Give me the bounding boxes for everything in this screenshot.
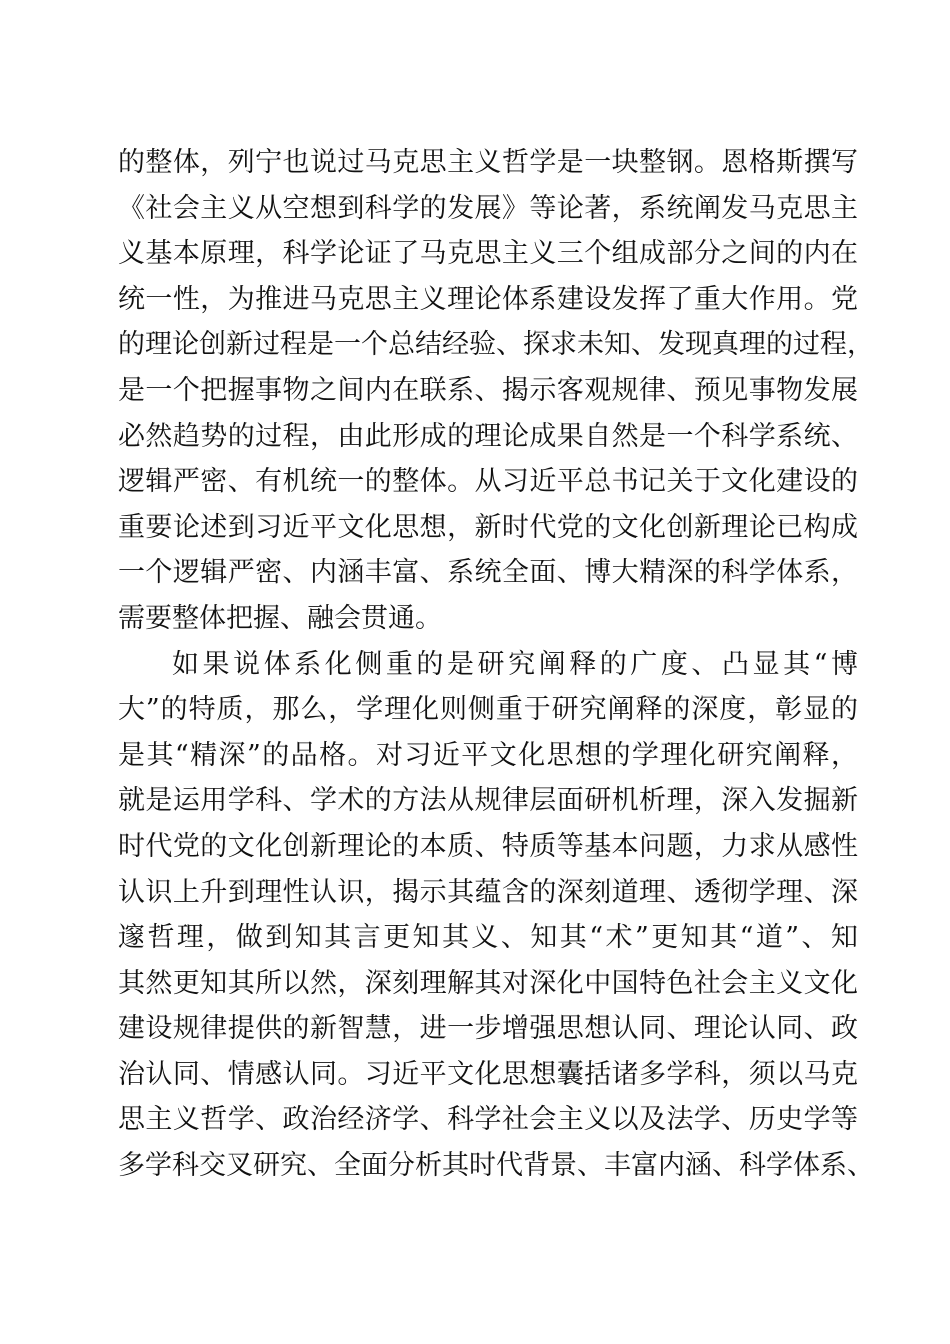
text-line: 建设规律提供的新智慧，进一步增强思想认同、理论认同、政 [118, 1013, 858, 1045]
text-line: 时代党的文化创新理论的本质、特质等基本问题，力求从感性 [118, 830, 858, 862]
text-line: 义基本原理，科学论证了马克思主义三个组成部分之间的内在 [118, 238, 858, 270]
text-line: 多学科交叉研究、全面分析其时代背景、丰富内涵、科学体系、 [118, 1150, 874, 1182]
text-line: 思主义哲学、政治经济学、科学社会主义以及法学、历史学等 [118, 1104, 858, 1136]
text-line: 的整体，列宁也说过马克思主义哲学是一块整钢。恩格斯撰写 [118, 147, 858, 178]
text-line: 必然趋势的过程，由此形成的理论成果自然是一个科学系统、 [118, 420, 858, 452]
paragraph-1 [118, 140, 874, 642]
text-line: 大”的特质，那么，学理化则侧重于研究阐释的深度，彰显的 [118, 694, 858, 726]
text-line: 是一个把握事物之间内在联系、揭示客观规律、预见事物发展 [118, 374, 858, 406]
text-line: 一个逻辑严密、内涵丰富、系统全面、博大精深的科学体系， [118, 557, 858, 589]
text-line: 治认同、情感认同。习近平文化思想囊括诸多学科，须以马克 [118, 1058, 858, 1090]
text-line: 《社会主义从空想到科学的发展》等论著，系统阐发马克思主 [118, 192, 858, 224]
text-line: 其然更知其所以然，深刻理解其对深化中国特色社会主义文化 [118, 967, 858, 999]
text-line: 需要整体把握、融会贯通。 [118, 602, 442, 634]
text-line: 邃哲理，做到知其言更知其义、知其“术”更知其“道”、知 [118, 922, 858, 954]
text-line: 的理论创新过程是一个总结经验、探求未知、发现真理的过程， [118, 329, 874, 361]
text-line: 是其“精深”的品格。对习近平文化思想的学理化研究阐释， [118, 739, 858, 771]
text-line: 统一性，为推进马克思主义理论体系建设发挥了重大作用。党 [118, 283, 858, 315]
text-line: 重要论述到习近平文化思想，新时代党的文化创新理论已构成 [118, 511, 858, 543]
text-line: 如果说体系化侧重的是研究阐释的广度、凸显其“博 [172, 648, 858, 680]
paragraph-2 [118, 642, 874, 1189]
body-text [118, 140, 874, 1189]
text-line: 认识上升到理性认识，揭示其蕴含的深刻道理、透彻学理、深 [118, 876, 858, 908]
text-line: 逻辑严密、有机统一的整体。从习近平总书记关于文化建设的 [118, 466, 858, 498]
text-line: 就是运用学科、学术的方法从规律层面研机析理，深入发掘新 [118, 785, 858, 817]
